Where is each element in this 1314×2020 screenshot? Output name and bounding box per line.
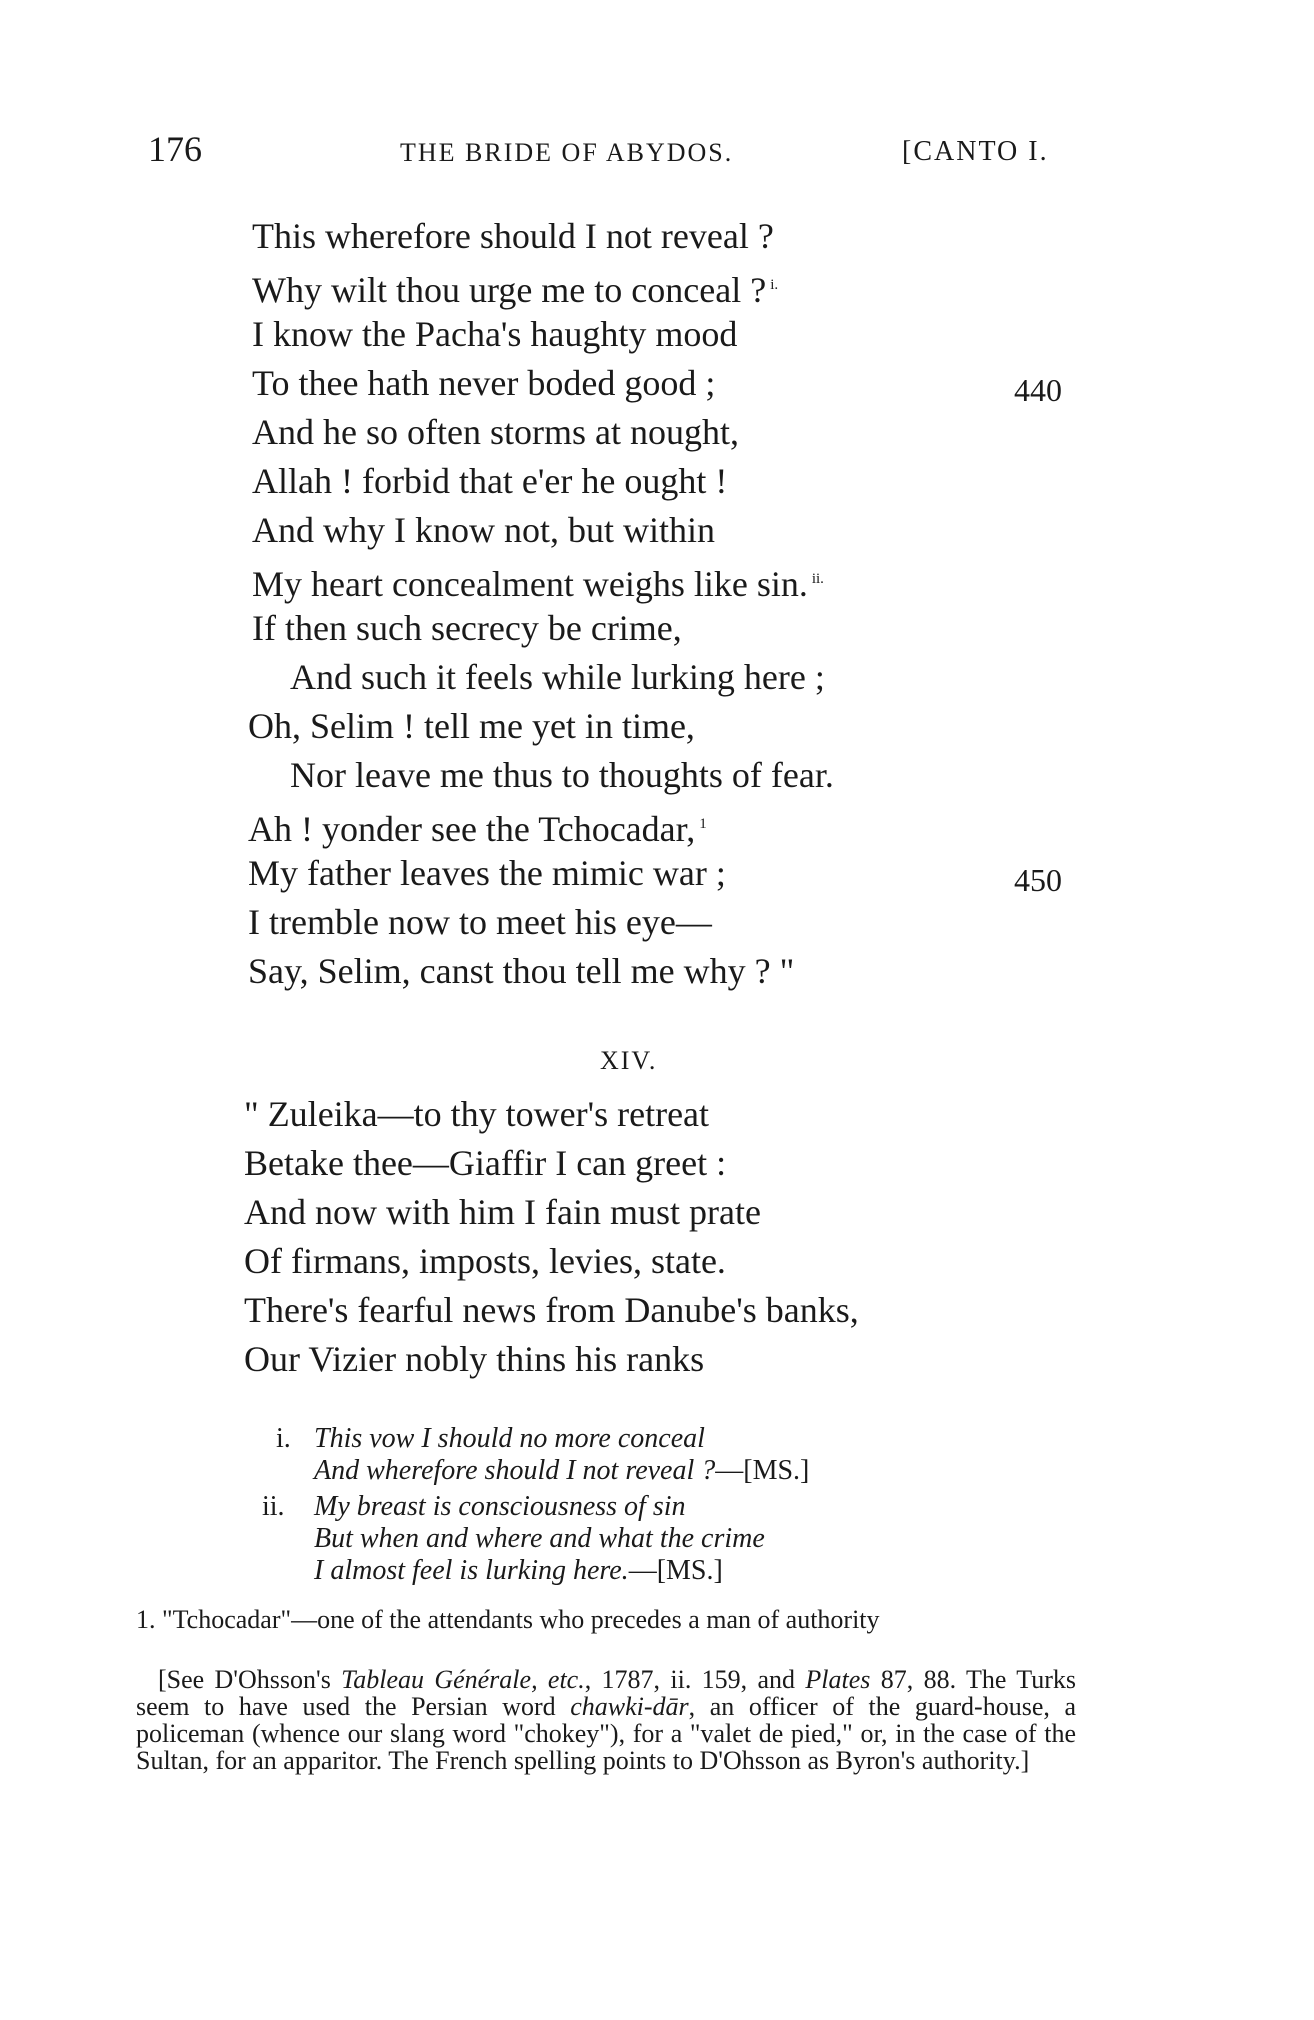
section-heading: XIV. — [600, 1046, 658, 1075]
verse-line: Why wilt thou urge me to conceal ? $^{i.}$ — [252, 270, 779, 310]
verse-line: My heart concealment weighs like sin. $^{ii.}$ — [252, 564, 824, 604]
verse-line: If then such secrecy be crime, — [252, 608, 682, 648]
verse-line: There's fearful news from Danube's banks, — [244, 1290, 859, 1330]
verse-line: Oh, Selim ! tell me yet in time, — [248, 706, 695, 746]
verse-line: And now with him I fain must prate — [244, 1192, 761, 1232]
variant-line: I almost feel is lurking here.—[MS.] — [314, 1555, 723, 1586]
verse-line: Say, Selim, canst thou tell me why ? " — [248, 951, 795, 991]
verse-line: Our Vizier nobly thins his ranks — [244, 1339, 705, 1379]
variant-marker: i. — [770, 277, 779, 293]
verse-line: And he so often storms at nought, — [252, 412, 739, 452]
footnote-paragraph: [See D'Ohsson's Tableau Générale, etc., 1787, ii. 159, and Plates 87, 88. The Turks seem to have used the Persian word chawki-dār, an officer of the guard-house, a policeman (whence our slang word "chokey"), for a "valet de pied," or, in the case of the Sultan, for an apparitor. The French spelling points to D'Ohsson as Byron's authority.] — [136, 1665, 1077, 1775]
variant-line: My breast is consciousness of sin — [314, 1491, 686, 1522]
footnote-marker: 1 — [699, 816, 707, 832]
verse-line: Betake thee—Giaffir I can greet : — [244, 1143, 727, 1183]
verse-line: To thee hath never boded good ; — [252, 363, 716, 403]
variant-label: i. — [276, 1423, 291, 1454]
verse-line: This wherefore should I not reveal ? — [252, 216, 774, 256]
footnote-number: 1. — [136, 1605, 156, 1634]
footnote-paragraph: 1. "Tchocadar"—one of the attendants who precedes a man of authority — [136, 1605, 880, 1634]
verse-line: Of firmans, imposts, levies, state. — [244, 1241, 726, 1281]
verse-line: And why I know not, but within — [252, 510, 715, 550]
variant-label: ii. — [262, 1491, 285, 1522]
line-number: 450 — [1014, 862, 1062, 898]
verse-line: Nor leave me thus to thoughts of fear. — [290, 755, 834, 795]
line-number: 440 — [1014, 372, 1062, 408]
variant-line: This vow I should no more conceal — [314, 1423, 705, 1454]
running-title: THE BRIDE OF ABYDOS. — [400, 138, 734, 167]
verse-line: And such it feels while lurking here ; — [290, 657, 825, 697]
variant-line: And wherefore should I not reveal ?—[MS.] — [314, 1455, 810, 1486]
page-number: 176 — [148, 129, 202, 169]
verse-line: I know the Pacha's haughty mood — [252, 314, 738, 354]
variant-line: But when and where and what the crime — [314, 1523, 765, 1554]
verse-line: Allah ! forbid that e'er he ought ! — [252, 461, 728, 501]
verse-line: " Zuleika—to thy tower's retreat — [244, 1094, 710, 1134]
verse-line: I tremble now to meet his eye— — [248, 902, 712, 942]
canto-label: [CANTO I. — [902, 136, 1049, 167]
verse-line: Ah ! yonder see the Tchocadar, $^1$ — [248, 809, 707, 849]
variant-marker: ii. — [811, 571, 824, 587]
verse-line: My father leaves the mimic war ; — [248, 853, 726, 893]
